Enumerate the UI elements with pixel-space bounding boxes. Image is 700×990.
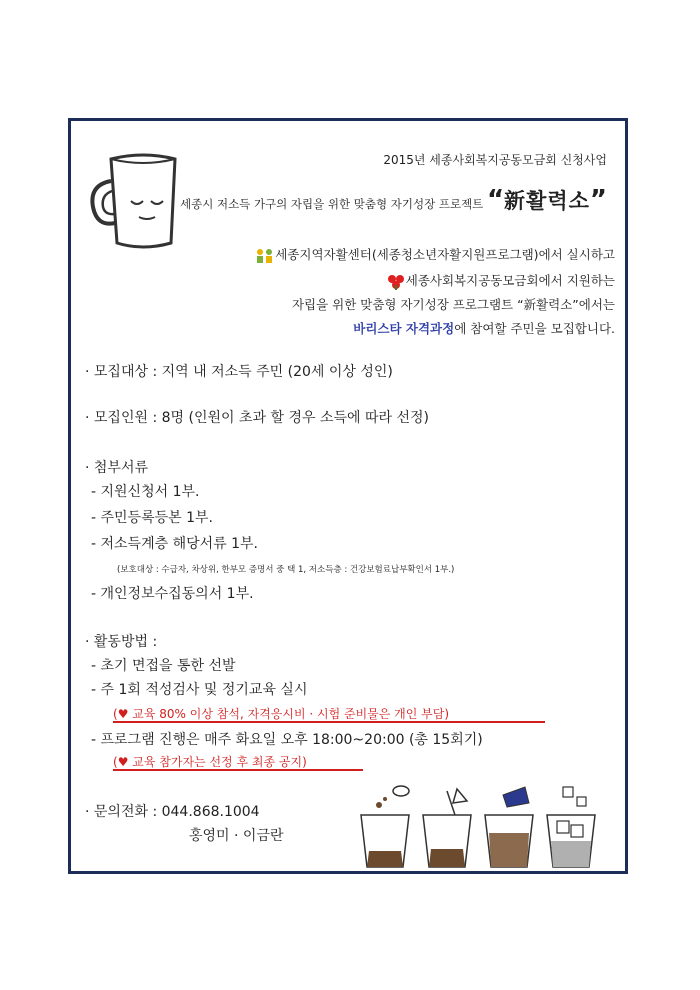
- contact-names: 홍영미 · 이금란: [189, 828, 284, 844]
- intro-line3: 자립을 위한 맞춤형 자기성장 프로그램트 “新활력소”에서는: [291, 297, 615, 312]
- intro-text2: 세종사회복지공동모금회에서 지원하는: [405, 273, 615, 288]
- method-note2: [113, 753, 307, 770]
- poster-frame: [68, 118, 628, 874]
- heart-icon: ♥: [117, 755, 129, 769]
- header-line1: 2015년 세종사회복지공동모금회 신청사업: [383, 153, 607, 167]
- target-section: · 모집대상 : 지역 내 저소득 주민 (20세 이상 성인): [85, 364, 393, 380]
- paren-close: ): [444, 707, 450, 721]
- note1-underline: [113, 721, 545, 723]
- method-item: - 프로그램 진행은 매주 화요일 오후 18:00~20:00 (총 15회기): [91, 732, 483, 748]
- note2-underline: [113, 769, 363, 771]
- paren-open: (: [113, 707, 118, 721]
- note2-text: 교육 참가자는 선정 후 최종 공지: [132, 755, 303, 769]
- intro-line1: [255, 245, 615, 264]
- contact-phone: · 문의전화 : 044.868.1004: [85, 804, 260, 820]
- note1-text: 교육 80% 이상 참석, 자격응시비 · 시험 준비물은 개인 부담: [132, 707, 445, 721]
- docs-item: - 저소득계층 해당서류 1부.: [91, 536, 258, 552]
- paren-open: (: [113, 755, 118, 769]
- docs-item: - 주민등록등본 1부.: [91, 510, 213, 526]
- method-item: - 주 1회 적성검사 및 정기교육 실시: [91, 682, 308, 698]
- brand-title: 新활력소: [504, 188, 590, 213]
- method-note1: [113, 705, 449, 722]
- header-subtitle: 세종시 저소득 가구의 자립을 위한 맞춤형 자기성장 프로젝트: [179, 197, 484, 211]
- people-logo-icon: [255, 248, 275, 264]
- intro-text4: 에 참여할 주민을 모집합니다.: [454, 321, 615, 336]
- count-section: · 모집인원 : 8명 (인원이 초과 할 경우 소득에 따라 선정): [85, 410, 429, 426]
- quote-open: “: [486, 185, 505, 215]
- method-item: - 초기 면접을 통한 선발: [91, 658, 236, 674]
- docs-item: - 지원신청서 1부.: [91, 484, 200, 500]
- header-line2: [180, 185, 607, 215]
- love-fruit-logo-icon: [386, 274, 406, 290]
- docs-item: - 개인정보수집동의서 1부.: [91, 586, 254, 602]
- method-title: · 활동방법 :: [85, 634, 158, 650]
- coffee-glasses-illustration-icon: [357, 781, 607, 871]
- intro-text1: 세종지역자활센터(세종청소년자활지원프로그램)에서 실시하고: [275, 247, 615, 262]
- heart-icon: ♥: [117, 707, 129, 721]
- quote-close: ”: [589, 185, 607, 215]
- docs-title: · 첨부서류: [85, 460, 148, 476]
- paren-close: ): [302, 755, 307, 769]
- docs-note: (보호대상 : 수급자, 차상위, 한부모 증명서 중 택 1, 저소득층 : 건강보험료납부확인서 1부.): [117, 565, 455, 575]
- intro-line4: [353, 319, 615, 337]
- intro-line2: [386, 271, 615, 290]
- intro-highlight: 바리스타 자격과정: [353, 321, 455, 336]
